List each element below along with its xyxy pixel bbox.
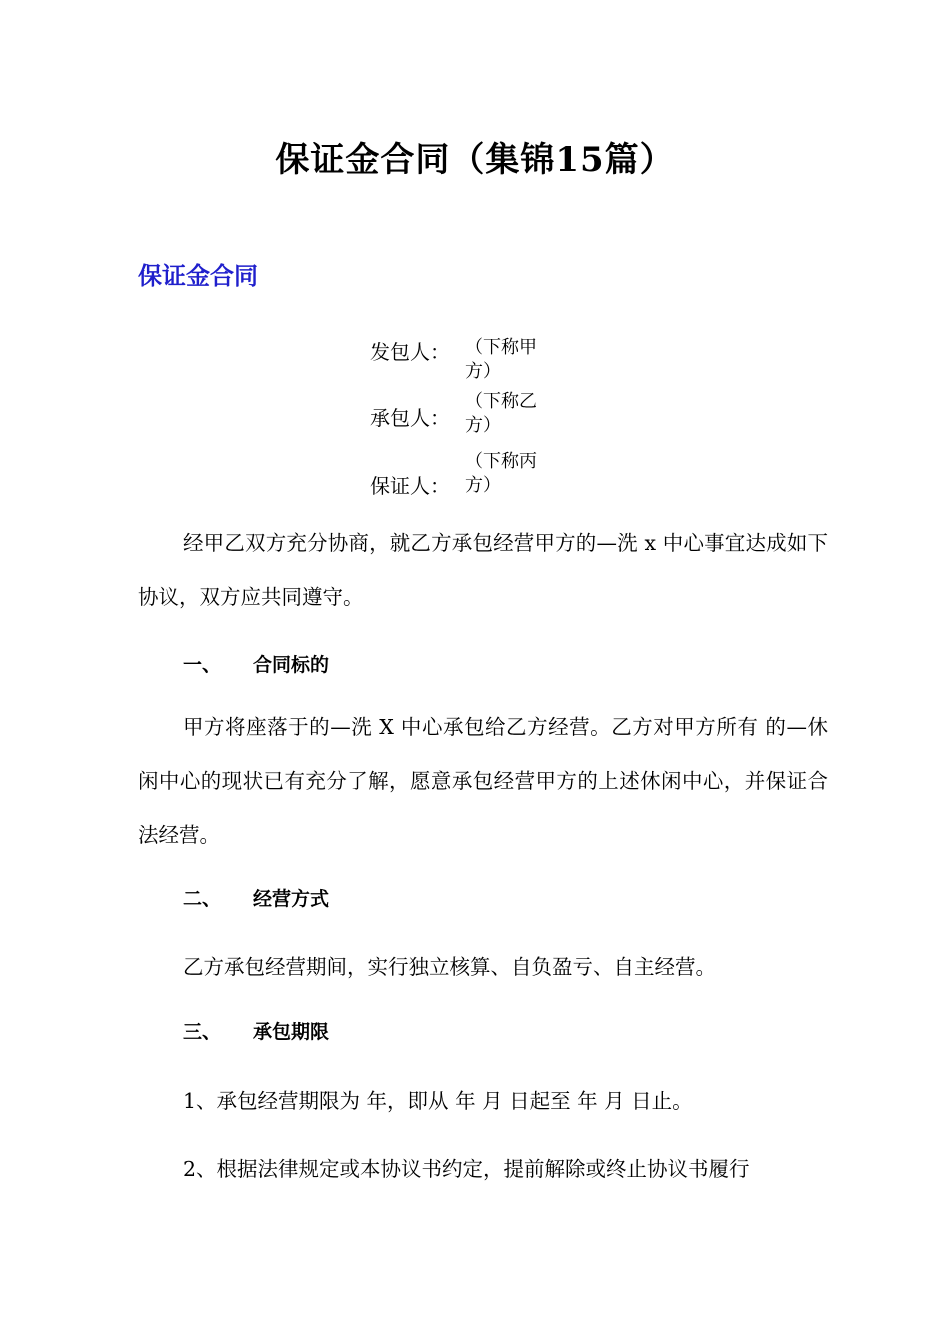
section-number: 三、 (183, 1021, 222, 1043)
party-note-contractor (465, 390, 565, 438)
intro-paragraph: 经甲乙双方充分协商，就乙方承包经营甲方的—洗 x 中心事宜达成如下协议，双方应共同遵守。 (138, 531, 828, 609)
party-label-guarantor: 保证人： (370, 474, 450, 498)
section-heading-2 (183, 884, 329, 911)
section-2-paragraph: 乙方承包经营期间，实行独立核算、自负盈亏、自主经营。 (183, 955, 716, 979)
section-title: 合同标的 (253, 654, 330, 676)
party-note-line: （下称甲 (465, 337, 537, 358)
document-title: 保证金合同（集锦15篇） (275, 140, 675, 180)
section-3-item-1: 1、承包经营期限为 年，即从 年 月 日起至 年 月 日止。 (183, 1089, 693, 1113)
party-note-line: （下称丙 (465, 451, 537, 472)
party-note-line: 方） (465, 361, 501, 382)
section-heading-3 (183, 1017, 329, 1044)
section-1-paragraph: 甲方将座落于的—洗 X 中心承包给乙方经营。乙方对甲方所有 的—休闲中心的现状已有充分了解，愿意承包经营甲方的上述休闲中心，并保证合法经营。 (138, 715, 828, 847)
party-note-employer (465, 336, 565, 384)
party-label-contractor: 承包人： (370, 406, 450, 430)
contract-subtitle: 保证金合同 (138, 262, 258, 290)
section-title: 经营方式 (253, 888, 330, 910)
party-note-line: 方） (465, 475, 501, 496)
party-note-line: （下称乙 (465, 391, 537, 412)
section-3-item-2: 2、根据法律规定或本协议书约定，提前解除或终止协议书履行 (183, 1157, 750, 1181)
section-title: 承包期限 (253, 1021, 330, 1043)
section-number: 二、 (183, 888, 222, 910)
party-note-guarantor (465, 450, 565, 498)
section-heading-1 (183, 650, 329, 677)
party-label-employer: 发包人： (370, 340, 450, 364)
party-note-line: 方） (465, 415, 501, 436)
section-number: 一、 (183, 654, 222, 676)
